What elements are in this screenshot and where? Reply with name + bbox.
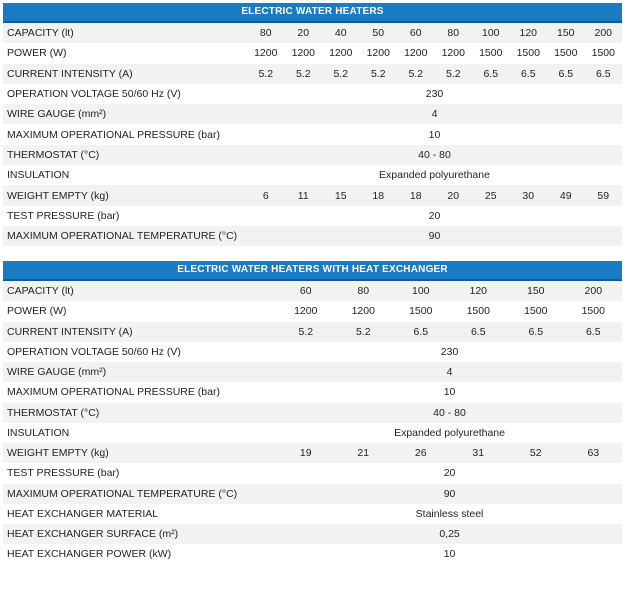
row-value: 1200 [435,43,473,63]
row-value: 4 [277,362,622,382]
row-value: 100 [392,280,450,301]
row-label: INSULATION [3,423,277,443]
row-value: 63 [565,443,623,463]
table-row [3,342,622,362]
row-value: 1200 [277,301,335,321]
row-label: CURRENT INTENSITY (A) [3,322,277,342]
row-value: 1200 [360,43,398,63]
row-value: 49 [547,185,585,205]
row-value: 1200 [285,43,323,63]
row-label: MAXIMUM OPERATIONAL PRESSURE (bar) [3,124,247,144]
row-value: 20 [277,463,622,483]
row-label: THERMOSTAT (°C) [3,403,277,423]
row-value: 6 [247,185,285,205]
table-row [3,43,622,63]
row-value: 230 [277,342,622,362]
table-row [3,301,622,321]
row-value: 100 [472,22,510,43]
row-value: 20 [435,185,473,205]
row-label: HEAT EXCHANGER POWER (kW) [3,544,277,564]
row-value: 150 [547,22,585,43]
table-row [3,22,622,43]
table-row [3,280,622,301]
row-value: 5.2 [360,64,398,84]
table-row [3,226,622,246]
row-value: 80 [435,22,473,43]
row-value: 18 [360,185,398,205]
table-row [3,145,622,165]
row-label: WEIGHT EMPTY (kg) [3,443,277,463]
table-row [3,463,622,483]
row-value: 0,25 [277,524,622,544]
table-row [3,84,622,104]
row-value: 5.2 [247,64,285,84]
row-label: TEST PRESSURE (bar) [3,206,247,226]
row-label: HEAT EXCHANGER SURFACE (m²) [3,524,277,544]
row-value: 1500 [585,43,623,63]
table-title: ELECTRIC WATER HEATERS [3,3,622,22]
row-value: 10 [247,124,622,144]
table-row [3,403,622,423]
row-value: 20 [285,22,323,43]
row-value: 40 - 80 [277,403,622,423]
electric-water-heaters-table [3,3,622,246]
table-row [3,443,622,463]
row-value: 5.2 [277,322,335,342]
table-row [3,185,622,205]
row-value: 60 [397,22,435,43]
row-value: 5.2 [322,64,360,84]
row-value: 1500 [547,43,585,63]
row-value: 80 [335,280,393,301]
row-value: 6.5 [507,322,565,342]
row-value: 1500 [392,301,450,321]
row-value: 6.5 [392,322,450,342]
table-row [3,124,622,144]
row-value: 40 - 80 [247,145,622,165]
row-value: 26 [392,443,450,463]
row-value: 90 [277,484,622,504]
row-label: OPERATION VOLTAGE 50/60 Hz (V) [3,84,247,104]
row-label: CURRENT INTENSITY (A) [3,64,247,84]
row-value: Expanded polyurethane [277,423,622,443]
row-value: Expanded polyurethane [247,165,622,185]
row-label: CAPACITY (lt) [3,280,277,301]
row-value: 5.2 [435,64,473,84]
row-value: 5.2 [285,64,323,84]
row-value: 10 [277,382,622,402]
table-row [3,64,622,84]
row-value: 1200 [247,43,285,63]
row-value: 90 [247,226,622,246]
table-row [3,165,622,185]
row-value: 25 [472,185,510,205]
row-value: 80 [247,22,285,43]
row-value: 30 [510,185,548,205]
row-value: 4 [247,104,622,124]
row-value: 60 [277,280,335,301]
row-value: 52 [507,443,565,463]
row-value: 200 [585,22,623,43]
row-value: 5.2 [397,64,435,84]
row-value: 19 [277,443,335,463]
table-title: ELECTRIC WATER HEATERS WITH HEAT EXCHANGER [3,261,622,280]
row-value: 1200 [335,301,393,321]
spec-table-2 [3,261,622,565]
row-label: POWER (W) [3,43,247,63]
table-row [3,504,622,524]
table-row [3,484,622,504]
spec-table-1 [3,3,622,246]
row-value: 21 [335,443,393,463]
row-label: OPERATION VOLTAGE 50/60 Hz (V) [3,342,277,362]
row-value: 6.5 [472,64,510,84]
row-value: 18 [397,185,435,205]
row-value: 120 [510,22,548,43]
table-row [3,524,622,544]
row-value: 5.2 [335,322,393,342]
row-value: 1500 [507,301,565,321]
row-value: 50 [360,22,398,43]
row-label: POWER (W) [3,301,277,321]
row-value: Stainless steel [277,504,622,524]
table-row [3,382,622,402]
table-row [3,544,622,564]
row-value: 10 [277,544,622,564]
row-label: WIRE GAUGE (mm²) [3,362,277,382]
row-value: 150 [507,280,565,301]
row-value: 59 [585,185,623,205]
row-value: 1200 [397,43,435,63]
row-value: 1500 [565,301,623,321]
row-value: 120 [450,280,508,301]
row-value: 6.5 [565,322,623,342]
row-value: 1500 [472,43,510,63]
row-value: 31 [450,443,508,463]
row-value: 11 [285,185,323,205]
row-value: 6.5 [585,64,623,84]
row-label: HEAT EXCHANGER MATERIAL [3,504,277,524]
row-label: MAXIMUM OPERATIONAL TEMPERATURE (°C) [3,484,277,504]
row-label: CAPACITY (lt) [3,22,247,43]
row-label: MAXIMUM OPERATIONAL TEMPERATURE (°C) [3,226,247,246]
table-row [3,104,622,124]
row-label: WIRE GAUGE (mm²) [3,104,247,124]
electric-water-heaters-heat-exchanger-table [3,261,622,565]
row-value: 1500 [510,43,548,63]
row-value: 1200 [322,43,360,63]
row-label: THERMOSTAT (°C) [3,145,247,165]
row-label: MAXIMUM OPERATIONAL PRESSURE (bar) [3,382,277,402]
row-label: TEST PRESSURE (bar) [3,463,277,483]
row-value: 15 [322,185,360,205]
row-value: 20 [247,206,622,226]
table-row [3,423,622,443]
row-value: 6.5 [510,64,548,84]
table-row [3,322,622,342]
row-value: 230 [247,84,622,104]
row-value: 6.5 [547,64,585,84]
table-row [3,206,622,226]
row-value: 200 [565,280,623,301]
row-label: WEIGHT EMPTY (kg) [3,185,247,205]
table-row [3,362,622,382]
row-label: INSULATION [3,165,247,185]
row-value: 6.5 [450,322,508,342]
row-value: 1500 [450,301,508,321]
row-value: 40 [322,22,360,43]
